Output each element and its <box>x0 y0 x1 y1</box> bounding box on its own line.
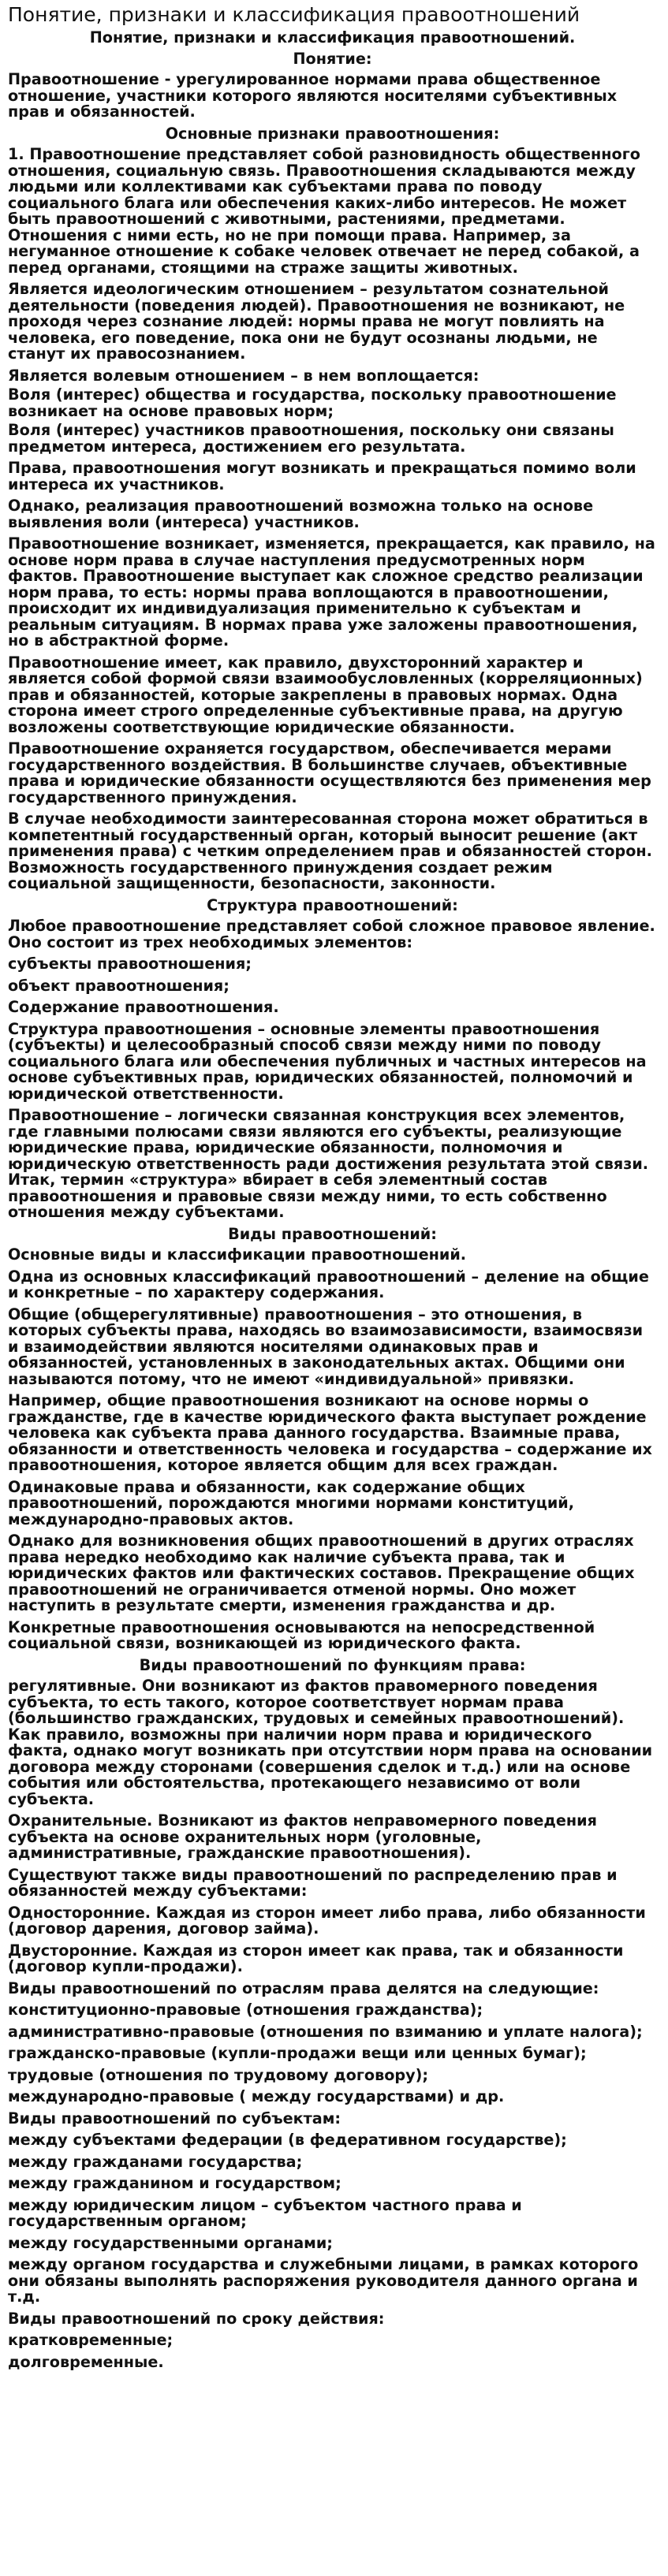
paragraph: Основные виды и классификации правоотношений. <box>8 1245 467 1264</box>
paragraph: между гражданином и государством; <box>8 2174 341 2192</box>
paragraph: Охранительные. Возникают из фактов неправомерного поведения субъекта на основе охранительных норм (уголовные, административные, гражданские правоотношения). <box>8 1811 597 1862</box>
section-heading: Основные признаки правоотношения: <box>165 124 500 143</box>
paragraph: конституционно-правовые (отношения гражданства); <box>8 2001 483 2019</box>
paragraph: кратковременные; <box>8 2331 174 2349</box>
section-heading: Понятие: <box>293 49 372 68</box>
paragraph: Существуют также виды правоотношений по распределению прав и обязанностей между субъектами: <box>8 1865 618 1900</box>
section-heading: Понятие, признаки и классификация правоотношений. <box>89 28 576 47</box>
paragraph: В случае необходимости заинтересованная сторона может обратиться в компетентный государственный орган, который выносит решение (акт применения права) с четким определением прав и обязанностей сторон. Возможность государственного принуждения создает режим социальной защищенности, безопасности, законности. <box>8 810 652 892</box>
paragraph: Виды правоотношений по субъектам: <box>8 2109 341 2127</box>
paragraph: долговременные. <box>8 2352 164 2371</box>
paragraph: Правоотношение - урегулированное нормами права общественное отношение, участники которого являются носителями субъективных прав и обязанностей. <box>8 70 618 121</box>
section-heading: Виды правоотношений: <box>228 1224 437 1243</box>
paragraph: Является волевым отношением – в нем воплощается: <box>8 366 480 385</box>
paragraph: Одна из основных классификаций правоотношений – деление на общие и конкретные – по характеру содержания. <box>8 1267 649 1301</box>
paragraph: между юридическим лицом – субъектом частного права и государственным органом; <box>8 2195 522 2230</box>
paragraph: между органом государства и служебными лицами, в рамках которого они обязаны выполнять распоряжения руководителя данного органа и т.д. <box>8 2255 639 2306</box>
paragraph: международно-правовые ( между государствами) и др. <box>8 2087 505 2105</box>
paragraph: 1. Правоотношение представляет собой разновидность общественного отношения, социальную связь. Правоотношения складываются между людьми или коллективами как субъектами права по поводу социального блага или обеспечения каких-либо интересов. Не может быть правоотношений с животными, растениями, предметами. Отношения с ними есть, но не при помощи права. Например, за негуманное отношение к собаке человек отвечает не перед собакой, а перед органами, стоящими на страже защиты животных. <box>8 145 640 277</box>
paragraph: между субъектами федерации (в федеративном государстве); <box>8 2131 567 2149</box>
paragraph: Является идеологическим отношением – результатом сознательной деятельности (поведения людей). Правоотношения не возникают, не проходя через сознание людей: нормы права не могут повлиять на человека, его поведение, пока они не будут осознаны людьми, не станут их правосознанием. <box>8 280 625 363</box>
paragraph: Виды правоотношений по сроку действия: <box>8 2309 385 2328</box>
section-heading: Виды правоотношений по функциям права: <box>139 1655 526 1674</box>
paragraph: регулятивные. Они возникают из фактов правомерного поведения субъекта, то есть такого, которое соответствует нормам права (большинство гражданских, трудовых и семейных правоотношений). Как правило, возможны при наличии норм права и юридического факта, однако могут возникать при отсутствии норм права на основании договора между сторонами (совершения сделок и т.д.) или на основе события или обстоятельства, протекающего независимо от воли субъекта. <box>8 1677 653 1808</box>
paragraph: Двусторонние. Каждая из сторон имеет как права, так и обязанности (договор купли-продажи). <box>8 1941 624 1975</box>
paragraph: Воля (интерес) участников правоотношения, поскольку они связаны предметом интереса, достижением его результата. <box>8 421 614 456</box>
paragraph: Содержание правоотношения. <box>8 998 279 1016</box>
paragraph: между гражданами государства; <box>8 2152 303 2171</box>
paragraph: Например, общие правоотношения возникают на основе нормы о гражданстве, где в качестве юридического факта выступает рождение человека как субъекта права данного государства. Взаимные права, обязанности и ответственность человека и государства – содержание их правоотношения, которое является общим для всех граждан. <box>8 1391 652 1474</box>
paragraph: трудовые (отношения по трудовому договору); <box>8 2065 429 2084</box>
paragraph: административно-правовые (отношения по взиманию и уплате налога); <box>8 2022 643 2041</box>
paragraph: Правоотношение имеет, как правило, двухсторонний характер и является собой формой связи взаимообусловленных (корреляционных) прав и обязанностей, которые закреплены в правовых нормах. Одна сторона имеет строго определенные субъективные права, на другую возложены соответствующие юридические обязанности. <box>8 653 643 736</box>
paragraph: Конкретные правоотношения основываются на непосредственной социальной связи, возникающей из юридического факта. <box>8 1617 595 1652</box>
paragraph: между государственными органами; <box>8 2233 333 2252</box>
paragraph: Однако, реализация правоотношений возможна только на основе выявления воли (интереса) участников. <box>8 497 594 531</box>
paragraph: Виды правоотношений по отраслям права делятся на следующие: <box>8 1979 599 1997</box>
paragraph: субъекты правоотношения; <box>8 955 252 973</box>
paragraph: Правоотношение – логически связанная конструкция всех элементов, где главными полюсами связи являются его субъекты, реализующие юридические права, юридические обязанности, полномочия и юридическую ответственность ради достижения результата этой связи. Итак, термин «структура» вбирает в себя элементный состав правоотношения и правовые связи между ними, то есть собственно отношения между субъектами. <box>8 1106 649 1221</box>
paragraph: Одинаковые права и обязанности, как содержание общих правоотношений, порождаются многими нормами конституций, международно-правовых актов. <box>8 1477 574 1528</box>
document-body <box>8 30 657 2370</box>
page-title: Понятие, признаки и классификация правоотношений <box>8 3 580 26</box>
paragraph: Права, правоотношения могут возникать и прекращаться помимо воли интереса их участников. <box>8 459 636 493</box>
paragraph: объект правоотношения; <box>8 976 230 995</box>
paragraph: Воля (интерес) общества и государства, поскольку правоотношение возникает на основе правовых норм; <box>8 385 617 420</box>
paragraph: Правоотношение охраняется государством, обеспечивается мерами государственного воздействия. В большинстве случаев, объективные права и юридические обязанности осуществляются без применения мер государственного принуждения. <box>8 739 651 806</box>
paragraph: гражданско-правовые (купли-продажи вещи или ценных бумаг); <box>8 2044 587 2062</box>
paragraph: Однако для возникновения общих правоотношений в других отраслях права нередко необходимо как наличие субъекта права, так и юридических фактов или фактических составов. Прекращение общих правоотношений не ограничивается отменой нормы. Оно может наступить в результате смерти, изменения гражданства и др. <box>8 1532 635 1614</box>
paragraph: Односторонние. Каждая из сторон имеет либо права, либо обязанности (договор дарения, договор займа). <box>8 1903 646 1938</box>
paragraph: Общие (общерегулятивные) правоотношения – это отношения, в которых субъекты права, находясь во взаимозависимости, взаимосвязи и взаимодействии являются носителями одинаковых прав и обязанностей, установленных в законодательных актах. Общими они называются потому, что не имеют «индивидуальной» привязки. <box>8 1305 644 1388</box>
paragraph: Правоотношение возникает, изменяется, прекращается, как правило, на основе норм права в случае наступления предусмотренных норм фактов. Правоотношение выступает как сложное средство реализации норм права, то есть: нормы права воплощаются в правоотношении, происходит их индивидуализация применительно к субъектам и реальным ситуациям. В нормах права уже заложены правоотношения, но в абстрактной форме. <box>8 534 655 650</box>
section-heading: Структура правоотношений: <box>207 895 458 914</box>
paragraph: Структура правоотношения – основные элементы правоотношения (субъекты) и целесообразный способ связи между ними по поводу социального блага или обеспечения публичных и частных интересов на основе субъективных прав, юридических обязанностей, полномочий и юридической ответственности. <box>8 1019 647 1103</box>
paragraph: Любое правоотношение представляет собой сложное правовое явление. Оно состоит из трех необходимых элементов: <box>8 917 655 951</box>
